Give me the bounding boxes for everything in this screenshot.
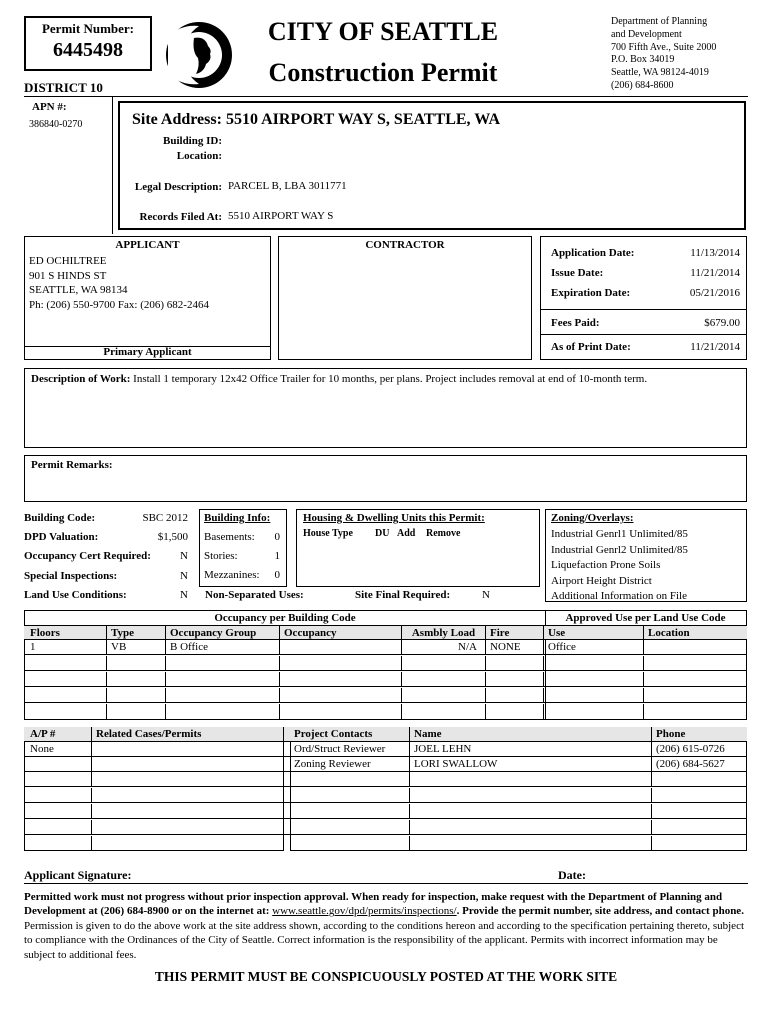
- contact-phone: (206) 615-0726: [656, 743, 725, 755]
- records-filed: 5510 AIRPORT WAY S: [228, 210, 334, 222]
- use-header: Use: [544, 626, 644, 641]
- fees-paid: $679.00: [704, 317, 740, 329]
- fire-header: Fire: [486, 626, 544, 641]
- land-use: N: [180, 589, 188, 601]
- mezzanines: 0: [274, 569, 280, 581]
- empty-cell: [107, 704, 166, 719]
- empty-cell: [280, 688, 402, 703]
- divider: [112, 96, 113, 234]
- occupancy-cert: N: [180, 550, 188, 562]
- zoning-item: Industrial Genrl2 Unlimited/85: [551, 543, 688, 556]
- land-use-label: Land Use Conditions:: [24, 589, 127, 601]
- stories: 1: [274, 550, 280, 562]
- description-label: Description of Work:: [31, 373, 131, 385]
- empty-cell: [410, 788, 652, 803]
- empty-cell: [544, 672, 644, 687]
- empty-cell: [107, 688, 166, 703]
- table-row: [24, 688, 747, 703]
- permit-number-label: Permit Number:: [41, 21, 135, 36]
- signature-date-label: Date:: [558, 868, 586, 882]
- occupancy-group-cell: B Office: [166, 640, 280, 655]
- empty-cell: [402, 672, 486, 687]
- contractor-box: [278, 236, 532, 360]
- du-header: DU: [375, 528, 390, 539]
- description-text: Install 1 temporary 12x42 Office Trailer for 10 months, per plans. Project includes removal at end of 10-month term.: [133, 373, 648, 385]
- related-cell: [92, 742, 284, 757]
- occupancy-header: Occupancy: [280, 626, 402, 641]
- site-address: 5510 AIRPORT WAY S, SEATTLE, WA: [226, 111, 501, 128]
- valuation: $1,500: [157, 531, 188, 543]
- expiration-date: 05/21/2016: [689, 287, 740, 299]
- signature-line: [24, 883, 748, 884]
- housing-title: Housing & Dwelling Units this Permit:: [303, 512, 485, 524]
- basements-label: Basements:: [204, 531, 255, 543]
- primary-applicant: Primary Applicant: [103, 346, 192, 358]
- house-type-header: House Type: [303, 528, 353, 539]
- special-inspections: N: [180, 570, 188, 582]
- empty-cell: [166, 688, 280, 703]
- empty-cell: [24, 672, 107, 687]
- zoning-box: [545, 509, 747, 602]
- zoning-title: Zoning/Overlays:: [551, 512, 634, 524]
- empty-cell: [410, 804, 652, 819]
- permission-text: Permission is given to do the above work at the site address shown, according to the conditions hereon and according to the specification pertaining thereto, subject to compliance with the Ordinances of the City of Seattle. Correct information is the responsibility of the applicant. Permits with incorrect information may be subject to additional fees.: [24, 919, 745, 961]
- empty-cell: [92, 772, 284, 787]
- description-box: [24, 368, 747, 448]
- empty-cell: [24, 688, 107, 703]
- table-row: [24, 820, 747, 835]
- empty-cell: [486, 688, 544, 703]
- empty-cell: [544, 688, 644, 703]
- empty-cell: [24, 772, 92, 787]
- applicant-line: Ph: (206) 550-9700 Fax: (206) 682-2464: [29, 298, 209, 311]
- contact-role: Ord/Struct Reviewer: [290, 742, 410, 757]
- empty-cell: [290, 804, 410, 819]
- description-of-work: [31, 373, 647, 385]
- issue-date: 11/21/2014: [690, 267, 740, 279]
- print-date: 11/21/2014: [690, 341, 740, 353]
- empty-cell: [24, 656, 107, 671]
- document-title: Construction Permit: [268, 58, 498, 87]
- empty-cell: [166, 656, 280, 671]
- related-header: Related Cases/Permits: [92, 727, 284, 742]
- zoning-item: Additional Information on File: [551, 590, 687, 602]
- divider: [541, 334, 746, 335]
- site-address-box: [118, 101, 746, 230]
- floors-cell: 1: [24, 640, 107, 655]
- empty-cell: [92, 836, 284, 851]
- assembly-load-cell: N/A: [402, 640, 486, 655]
- dept-line: P.O. Box 34019: [611, 54, 675, 66]
- occupancy-cert-label: Occupancy Cert Required:: [24, 550, 151, 562]
- empty-cell: [280, 672, 402, 687]
- special-inspections-label: Special Inspections:: [24, 570, 118, 582]
- empty-cell: [24, 820, 92, 835]
- legal-description: PARCEL B, LBA 3011771: [228, 180, 347, 192]
- district: DISTRICT 10: [24, 80, 103, 95]
- table-row: [24, 788, 747, 803]
- department-address: [611, 16, 716, 93]
- type-cell: VB: [107, 640, 166, 655]
- inspection-notice-end: . Provide the permit number, site address, and contact phone.: [456, 905, 744, 918]
- applicant-line: 901 S HINDS ST: [29, 269, 107, 282]
- contact-role: Zoning Reviewer: [290, 757, 410, 772]
- zoning-item: Liquefaction Prone Soils: [551, 559, 661, 571]
- contact-name: JOEL LEHN: [410, 742, 652, 757]
- applicant-title: APPLICANT: [115, 239, 180, 251]
- contact-phone: (206) 684-5627: [656, 758, 725, 770]
- floors-header: Floors: [24, 626, 107, 641]
- empty-cell: [107, 672, 166, 687]
- dept-line: 700 Fifth Ave., Suite 2000: [611, 41, 717, 53]
- site-final: N: [482, 589, 490, 601]
- remarks-box: [24, 455, 747, 502]
- empty-cell: [166, 704, 280, 719]
- dept-line: (206) 684-8600: [611, 79, 674, 91]
- non-separated-label: Non-Separated Uses:: [205, 589, 304, 601]
- inspection-link[interactable]: www.seattle.gov/dpd/permits/inspections/: [272, 905, 457, 918]
- divider: [24, 96, 748, 97]
- permit-number-box: [24, 16, 152, 71]
- empty-cell: [410, 836, 652, 851]
- empty-cell: [92, 804, 284, 819]
- location-header: Location: [648, 627, 690, 639]
- table-row: [24, 836, 747, 851]
- building-id-label: Building ID:: [163, 135, 222, 147]
- empty-cell: [402, 656, 486, 671]
- empty-cell: [92, 820, 284, 835]
- print-date-label: As of Print Date:: [551, 341, 631, 353]
- related-header-row: [24, 727, 747, 742]
- building-info-title: Building Info:: [204, 512, 271, 524]
- dept-line: and Development: [611, 28, 682, 40]
- empty-cell: [544, 704, 644, 719]
- remarks-label: Permit Remarks:: [31, 459, 113, 471]
- building-code-label: Building Code:: [24, 512, 96, 524]
- applicant-box: [24, 236, 271, 360]
- occupancy-cell: [280, 640, 402, 655]
- empty-cell: [410, 772, 652, 787]
- site-final-label: Site Final Required:: [355, 589, 451, 601]
- permit-number: 6445498: [53, 39, 123, 61]
- apn-value: 386840-0270: [29, 119, 83, 130]
- applicant-line: ED OCHILTREE: [29, 255, 107, 267]
- empty-cell: [290, 820, 410, 835]
- empty-cell: [402, 704, 486, 719]
- table-row: [24, 704, 747, 719]
- empty-cell: [280, 656, 402, 671]
- basements: 0: [274, 531, 280, 543]
- building-code: SBC 2012: [142, 512, 188, 524]
- ap-cell: [24, 757, 92, 772]
- empty-cell: [410, 820, 652, 835]
- records-filed-label: Records Filed At:: [139, 211, 222, 223]
- empty-cell: [290, 772, 410, 787]
- inspection-notice-text: Permitted work must not progress without prior inspection approval. When ready for inspection, make request with the Department of Planning and Development at (206) 684-8900 or on the internet at:: [24, 891, 723, 918]
- table-row: [24, 640, 747, 655]
- land-use-title: Approved Use per Land Use Code: [565, 612, 726, 624]
- phone-header: Phone: [656, 728, 686, 740]
- table-row: [24, 742, 747, 757]
- use-cell: Office: [544, 640, 644, 655]
- dates-box: [540, 236, 747, 360]
- empty-cell: [486, 704, 544, 719]
- table-row: [24, 672, 747, 687]
- empty-cell: [107, 656, 166, 671]
- empty-cell: [280, 704, 402, 719]
- ap-header: A/P #: [24, 727, 92, 742]
- table-row: [24, 772, 747, 787]
- empty-cell: [486, 656, 544, 671]
- table-row: [24, 656, 747, 671]
- empty-cell: [402, 688, 486, 703]
- empty-cell: [24, 704, 107, 719]
- fees-paid-label: Fees Paid:: [551, 317, 600, 329]
- mezzanines-label: Mezzanines:: [204, 569, 260, 581]
- ap-cell: None: [24, 742, 92, 757]
- application-date-label: Application Date:: [551, 247, 635, 259]
- stories-label: Stories:: [204, 550, 238, 562]
- zoning-list: [551, 527, 688, 605]
- empty-cell: [24, 788, 92, 803]
- applicant-address: [29, 254, 209, 312]
- empty-cell: [544, 656, 644, 671]
- fire-cell: NONE: [486, 640, 544, 655]
- contact-name: LORI SWALLOW: [410, 757, 652, 772]
- empty-cell: [24, 836, 92, 851]
- applicant-line: SEATTLE, WA 98134: [29, 284, 128, 296]
- assembly-load-header: Asmbly Load: [402, 626, 486, 641]
- city-seal-icon: [160, 16, 238, 94]
- contacts-header: Project Contacts: [290, 727, 410, 742]
- zoning-item: Industrial Genrl1 Unlimited/85: [551, 528, 688, 540]
- dept-line: Department of Planning: [611, 16, 708, 27]
- dept-line: Seattle, WA 98124-4019: [611, 67, 709, 79]
- type-header: Type: [107, 626, 166, 641]
- empty-cell: [486, 672, 544, 687]
- occupancy-title: Occupancy per Building Code: [214, 612, 356, 624]
- add-header: Add: [397, 528, 416, 539]
- name-header: Name: [410, 727, 652, 742]
- housing-box: [296, 509, 540, 587]
- issue-date-label: Issue Date:: [551, 267, 604, 279]
- location-cell: [644, 640, 745, 655]
- city-title: CITY OF SEATTLE: [267, 17, 499, 46]
- table-row: [24, 757, 747, 772]
- location-label: Location:: [176, 150, 222, 162]
- empty-cell: [290, 788, 410, 803]
- contractor-title: CONTRACTOR: [365, 239, 445, 251]
- occupancy-group-header: Occupancy Group: [166, 626, 280, 641]
- divider: [541, 309, 746, 310]
- remove-header: Remove: [426, 528, 461, 539]
- valuation-label: DPD Valuation:: [24, 531, 99, 543]
- application-date: 11/13/2014: [690, 247, 740, 259]
- related-cell: [92, 757, 284, 772]
- empty-cell: [24, 804, 92, 819]
- empty-cell: [92, 788, 284, 803]
- expiration-date-label: Expiration Date:: [551, 287, 631, 299]
- inspection-notice: [24, 890, 748, 962]
- legal-description-label: Legal Description:: [134, 181, 222, 193]
- posting-notice: THIS PERMIT MUST BE CONSPICUOUSLY POSTED AT THE WORK SITE: [154, 969, 618, 984]
- apn-label: APN #:: [32, 101, 67, 113]
- occupancy-header-row: [24, 625, 747, 640]
- signature-label: Applicant Signature:: [24, 868, 132, 882]
- building-info-box: [199, 509, 287, 587]
- empty-cell: [166, 672, 280, 687]
- site-address-label: Site Address:: [132, 111, 222, 128]
- zoning-item: Airport Height District: [551, 574, 652, 587]
- empty-cell: [290, 836, 410, 851]
- table-row: [24, 804, 747, 819]
